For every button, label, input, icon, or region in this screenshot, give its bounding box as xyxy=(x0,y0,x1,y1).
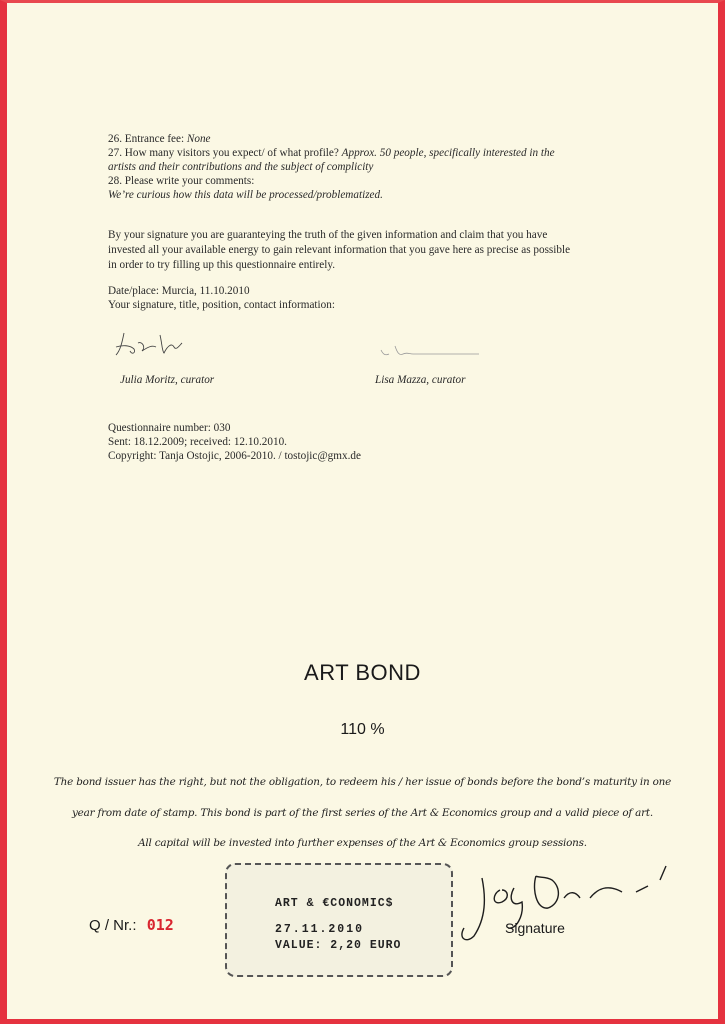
bond-title: ART BOND xyxy=(304,660,421,685)
bond-text-2: year from date of stamp. This bond is part of the first series of the Art & Economics group and a valid piece of art. xyxy=(71,807,654,819)
copyright-line: Copyright: Tanja Ostojic, 2006-2010. / tostojic@gmx.de xyxy=(108,450,361,462)
q28-label: 28. Please write your comments: xyxy=(108,175,255,187)
bond-text-3: All capital will be invested into further expenses of the Art & Economics group sessions. xyxy=(138,837,587,849)
questionnaire-number: Questionnaire number: 030 xyxy=(108,422,231,434)
curator-right-name: Lisa Mazza, curator xyxy=(375,374,466,386)
declaration-line-3: in order to try filling up this questionnaire entirely. xyxy=(108,259,336,271)
q26-label: 26. Entrance fee: xyxy=(108,133,185,145)
q28-answer: We’re curious how this data will be processed/problematized. xyxy=(108,189,383,201)
declaration-line-2: invested all your available energy to gain relevant information that you gave here as precise as possible xyxy=(108,244,571,256)
qnr-value: 012 xyxy=(146,916,174,934)
stamp-date: 27.11.2010 xyxy=(275,923,365,936)
q27-answer-b: artists and their contributions and the subject of complicity xyxy=(108,161,374,173)
date-stamp xyxy=(225,863,453,977)
curator-left-name: Julia Moritz, curator xyxy=(120,374,215,386)
bond-rate: 110 % xyxy=(340,721,385,738)
q27-answer-a: Approx. 50 people, specifically interested in the xyxy=(341,147,555,159)
bond-text-1: The bond issuer has the right, but not the obligation, to redeem his / her issue of bonds before the bond’s maturity in one xyxy=(53,776,672,788)
curator-signature-right xyxy=(375,340,485,362)
signature-label: Signature xyxy=(505,920,565,936)
q27-label: 27. How many visitors you expect/ of what profile? xyxy=(108,147,339,159)
sent-received: Sent: 18.12.2009; received: 12.10.2010. xyxy=(108,436,287,448)
qnr-label: Q / Nr.: xyxy=(89,917,137,934)
stamp-value: VALUE: 2,20 EURO xyxy=(275,939,402,952)
qnr-line xyxy=(89,916,174,934)
signature-prompt: Your signature, title, position, contact information: xyxy=(108,299,335,311)
stamp-line-1: ART & €CONOMIC$ xyxy=(275,897,394,910)
q26-answer: None xyxy=(186,133,211,145)
issuer-signature xyxy=(452,858,682,953)
curator-signature-left xyxy=(112,325,192,365)
declaration-line-1: By your signature you are guaranteying the truth of the given information and claim that you have xyxy=(108,229,548,241)
date-place: Date/place: Murcia, 11.10.2010 xyxy=(108,285,250,297)
q27-line xyxy=(108,146,555,161)
q26-line xyxy=(108,132,211,147)
